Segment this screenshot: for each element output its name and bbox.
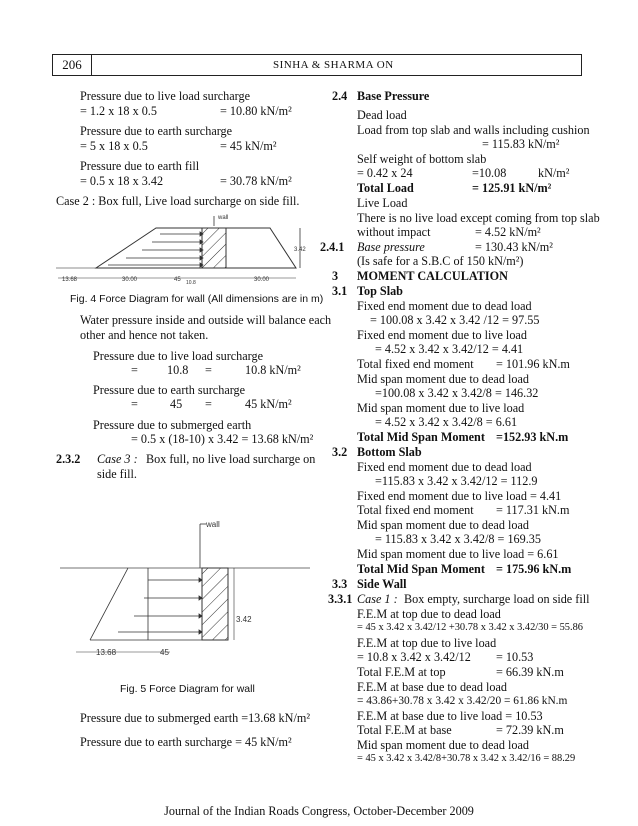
case-heading: Case 2 : Box full, Live load surcharge on side fill. bbox=[56, 194, 300, 208]
text-eq: = bbox=[205, 363, 212, 377]
text-value: = 72.39 kN.m bbox=[496, 723, 564, 737]
text-eq: = bbox=[205, 397, 212, 411]
fig5-dim-2: 45 bbox=[160, 648, 169, 657]
text-line: = 5 x 18 x 0.5 bbox=[80, 139, 148, 153]
text-line: = 100.08 x 3.42 x 3.42 /12 = 97.55 bbox=[370, 313, 540, 327]
text-value: 45 kN/m² bbox=[245, 397, 292, 411]
section-number: 3 bbox=[332, 269, 339, 283]
text-line: Pressure due to earth surcharge bbox=[80, 124, 233, 138]
text-value: 45 bbox=[170, 397, 183, 411]
text-line: F.E.M at base due to live load = 10.53 bbox=[357, 709, 543, 723]
text-line: Total F.E.M at top bbox=[357, 665, 446, 679]
text-line: Mid span moment due to live load = 6.61 bbox=[357, 547, 559, 561]
text-line: = 43.86+30.78 x 3.42 x 3.42/20 = 61.86 kN.m bbox=[357, 695, 568, 707]
section-title: Base Pressure bbox=[357, 89, 430, 103]
text-line: Self weight of bottom slab bbox=[357, 152, 487, 166]
text-line: Total fixed end moment bbox=[357, 503, 474, 517]
fig4-dim-1: 13.68 bbox=[62, 277, 78, 283]
running-title: SINHA & SHARMA ON bbox=[273, 59, 394, 71]
text-line: Load from top slab and walls including cushion bbox=[357, 123, 590, 137]
text-line: There is no live load except coming from top slab bbox=[357, 211, 600, 225]
text-line: = 4.52 x 3.42 x 3.42/12 = 4.41 bbox=[375, 342, 524, 356]
fig4-wall-label: wall bbox=[218, 215, 229, 221]
text-line: F.E.M at top due to dead load bbox=[357, 607, 501, 621]
fig4-dim-3: 45 bbox=[174, 277, 181, 283]
text-value: =10.08 bbox=[472, 166, 507, 180]
section-number: 2.3.2 bbox=[56, 452, 81, 466]
text-eq: = bbox=[131, 363, 138, 377]
text-line: = 115.83 x 3.42 x 3.42/8 = 169.35 bbox=[375, 532, 541, 546]
section-title: Top Slab bbox=[357, 284, 403, 298]
page-number: 206 bbox=[53, 55, 92, 75]
text-value: = 115.83 kN/m² bbox=[482, 137, 560, 151]
text-line: F.E.M at base due to dead load bbox=[357, 680, 507, 694]
text-value: = 66.39 kN.m bbox=[496, 665, 564, 679]
fig5-wall-label: wall bbox=[206, 520, 220, 529]
section-number: 2.4 bbox=[332, 89, 348, 103]
fig4-force-diagram bbox=[56, 210, 312, 300]
text-value: = 175.96 kN.m bbox=[496, 562, 572, 576]
text-line: = 0.5 x 18 x 3.42 bbox=[80, 174, 164, 188]
section-title: Base pressure bbox=[357, 240, 425, 254]
text-line: without impact bbox=[357, 225, 431, 239]
text-line: Fixed end moment due to dead load bbox=[357, 299, 532, 313]
text-line: Fixed end moment due to live load = 4.41 bbox=[357, 489, 562, 503]
text-value: 10.8 bbox=[167, 363, 189, 377]
text-line: = 1.2 x 18 x 0.5 bbox=[80, 104, 157, 118]
section-title: Bottom Slab bbox=[357, 445, 422, 459]
text-line: Mid span moment due to dead load bbox=[357, 738, 529, 752]
text-line: Dead load bbox=[357, 108, 407, 122]
section-title: Box empty, surcharge load on side fill bbox=[404, 592, 590, 606]
fig4-dim-4: 10.8 bbox=[186, 280, 196, 286]
text-line: Fixed end moment due to live load bbox=[357, 328, 527, 342]
text-line: (Is safe for a S.B.C of 150 kN/m²) bbox=[357, 254, 524, 268]
text-line: Total F.E.M at base bbox=[357, 723, 452, 737]
text-line: =100.08 x 3.42 x 3.42/8 = 146.32 bbox=[375, 386, 539, 400]
page-footer: Journal of the Indian Roads Congress, October-December 2009 bbox=[164, 804, 474, 818]
text-value: = 130.43 kN/m² bbox=[475, 240, 553, 254]
text-line: = 45 x 3.42 x 3.42/8+30.78 x 3.42 x 3.42/16 = 88.29 bbox=[357, 753, 576, 764]
section-number: 3.3 bbox=[332, 577, 348, 591]
text-eq: = bbox=[131, 397, 138, 411]
text-line: = 4.52 x 3.42 x 3.42/8 = 6.61 bbox=[375, 415, 518, 429]
section-number: 3.1 bbox=[332, 284, 348, 298]
section-number: 2.4.1 bbox=[320, 240, 345, 254]
fig4-caption: Fig. 4 Force Diagram for wall (All dimensions are in m) bbox=[70, 293, 324, 305]
section-number: 3.3.1 bbox=[328, 592, 353, 606]
text-line: = 10.8 x 3.42 x 3.42/12 bbox=[357, 650, 471, 664]
text-line: Live Load bbox=[357, 196, 408, 210]
text-value: 10.8 kN/m² bbox=[245, 363, 301, 377]
fig4-dim-2: 30.00 bbox=[122, 277, 138, 283]
case-label: Case 3 : bbox=[97, 452, 138, 466]
text-line: = 0.42 x 24 bbox=[357, 166, 413, 180]
text-line: Total Mid Span Moment bbox=[357, 430, 485, 444]
text-line: Fixed end moment due to dead load bbox=[357, 460, 532, 474]
text-line: Pressure due to submerged earth =13.68 kN/m² bbox=[80, 711, 310, 725]
text-line: Total Mid Span Moment bbox=[357, 562, 485, 576]
fig5-force-diagram bbox=[60, 512, 310, 657]
text-line: =115.83 x 3.42 x 3.42/12 = 112.9 bbox=[375, 474, 538, 488]
text-line: = 0.5 x (18-10) x 3.42 = 13.68 kN/m² bbox=[131, 432, 314, 446]
text-value: = 30.78 kN/m² bbox=[220, 174, 292, 188]
right-column bbox=[320, 0, 638, 826]
text-value: = 10.80 kN/m² bbox=[220, 104, 292, 118]
text-unit: kN/m² bbox=[538, 166, 570, 180]
text-value: = 45 kN/m² bbox=[220, 139, 277, 153]
text-line: Pressure due to earth surcharge = 45 kN/m² bbox=[80, 735, 292, 749]
text-line: Pressure due to live load surcharge bbox=[80, 89, 251, 103]
text-value: = 101.96 kN.m bbox=[496, 357, 570, 371]
text-line: Pressure due to live load surcharge bbox=[93, 349, 264, 363]
fig5-dim-1: 13.68 bbox=[96, 648, 117, 657]
text-value: = 125.91 kN/m² bbox=[472, 181, 552, 195]
text-line: = 45 x 3.42 x 3.42/12 +30.78 x 3.42 x 3.42/30 = 55.86 bbox=[357, 622, 583, 633]
text-line: Total fixed end moment bbox=[357, 357, 474, 371]
section-number: 3.2 bbox=[332, 445, 348, 459]
section-title: Box full, no live load surcharge on bbox=[146, 452, 316, 466]
text-line: Mid span moment due to dead load bbox=[357, 372, 529, 386]
section-title: MOMENT CALCULATION bbox=[357, 269, 508, 283]
section-title: Side Wall bbox=[357, 577, 407, 591]
text-line: Pressure due to earth fill bbox=[80, 159, 200, 173]
text-line: F.E.M at top due to live load bbox=[357, 636, 497, 650]
text-value: = 117.31 kN.m bbox=[496, 503, 570, 517]
text-line: Pressure due to submerged earth bbox=[93, 418, 252, 432]
text-value: = 4.52 kN/m² bbox=[475, 225, 541, 239]
case-label: Case 1 : bbox=[357, 592, 398, 606]
text-value: =152.93 kN.m bbox=[496, 430, 569, 444]
text-value: = 10.53 bbox=[496, 650, 534, 664]
fig5-caption: Fig. 5 Force Diagram for wall bbox=[120, 683, 255, 695]
text-line: Water pressure inside and outside will balance each bbox=[80, 313, 332, 327]
text-line: Total Load bbox=[357, 181, 414, 195]
text-line: Pressure due to earth surcharge bbox=[93, 383, 246, 397]
text-line: Mid span moment due to dead load bbox=[357, 518, 529, 532]
section-title-cont: side fill. bbox=[97, 467, 137, 481]
text-line: Mid span moment due to live load bbox=[357, 401, 525, 415]
fig4-dim-5: 30.00 bbox=[254, 277, 270, 283]
fig5-height-label: 3.42 bbox=[236, 615, 252, 624]
fig4-height-label: 3.42 bbox=[294, 247, 306, 253]
text-line: other and hence not taken. bbox=[80, 328, 209, 342]
